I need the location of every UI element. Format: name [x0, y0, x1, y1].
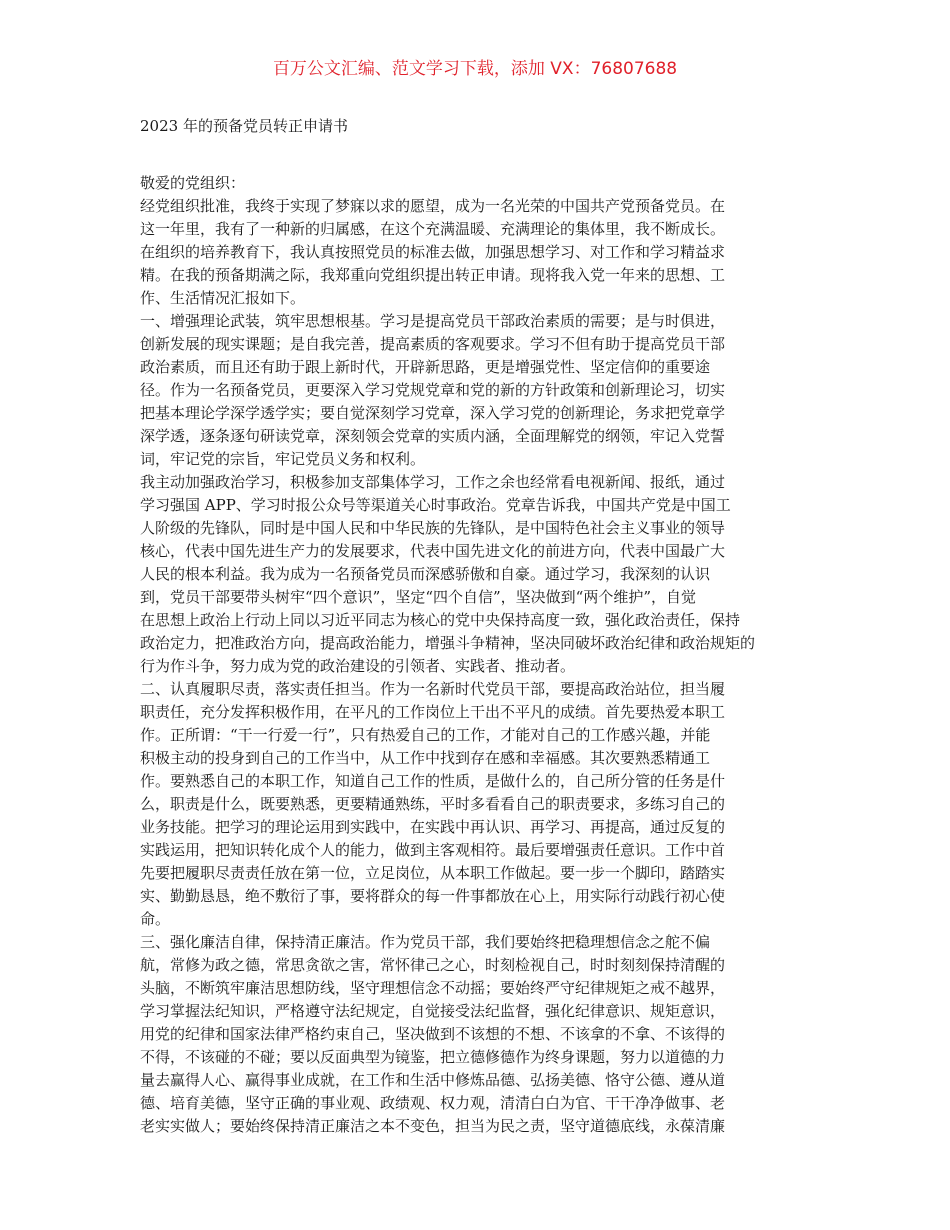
body-line: 一、增强理论武装，筑牢思想根基。学习是提高党员干部政治素质的需要；是与时俱进，: [140, 312, 726, 330]
body-line: 把基本理论学深学透学实；要自觉深刻学习党章，深入学习党的创新理论，务求把党章学: [140, 404, 726, 422]
body-line: 精。在我的预备期满之际，我郑重向党组织提出转正申请。现将我入党一年来的思想、工: [140, 266, 726, 284]
body-line: 径。作为一名预备党员，更要深入学习党规党章和党的新的方针政策和创新理论习，切实: [140, 381, 726, 399]
body-line: 词，牢记党的宗旨，牢记党员义务和权利。: [140, 450, 426, 468]
body-line: 职责任，充分发挥积极作用，在平凡的工作岗位上干出不平凡的成绩。首先要热爱本职工: [140, 703, 726, 721]
body-line: 用党的纪律和国家法律严格约束自己，坚决做到不该想的不想、不该拿的不拿、不该得的: [140, 1025, 726, 1043]
body-line: 三、强化廉洁自律，保持清正廉洁。作为党员干部，我们要始终把稳理想信念之舵不偏: [140, 933, 711, 951]
body-line: 核心，代表中国先进生产力的发展要求，代表中国先进文化的前进方向，代表中国最广大: [140, 542, 726, 560]
body-line: 命。: [140, 910, 171, 928]
body-line: 到，党员干部要带头树牢“四个意识”，坚定“四个自信”，坚决做到“两个维护”，自觉: [140, 588, 697, 606]
body-line: 量去赢得人心、赢得事业成就，在工作和生活中修炼品德、弘扬美德、恪守公德、遵从道: [140, 1071, 726, 1089]
body-line: 经党组织批准，我终于实现了梦寐以求的愿望，成为一名光荣的中国共产党预备党员。在: [140, 197, 726, 215]
body-line: 德、培育美德，坚守正确的事业观、政绩观、权力观，清清白白为官、干干净净做事、老: [140, 1094, 726, 1112]
document-title: 2023 年的预备党员转正申请书: [140, 117, 348, 135]
body-line: 作、生活情况汇报如下。: [140, 289, 306, 307]
body-line: 实、勤勤恳恳，绝不敷衍了事，要将群众的每一件事都放在心上，用实际行动践行初心使: [140, 887, 726, 905]
body-line: 在组织的培养教育下，我认真按照党员的标准去做，加强思想学习、对工作和学习精益求: [140, 243, 726, 261]
body-line: 业务技能。把学习的理论运用到实践中，在实践中再认识、再学习、再提高，通过反复的: [140, 818, 726, 836]
body-line: 这一年里，我有了一种新的归属感，在这个充满温暖、充满理论的集体里，我不断成长。: [140, 220, 726, 238]
body-line: 学习掌握法纪知识，严格遵守法纪规定，自觉接受法纪监督，强化纪律意识、规矩意识，: [140, 1002, 726, 1020]
body-line: 作。正所谓：“干一行爱一行”，只有热爱自己的工作，才能对自己的工作感兴趣，并能: [140, 726, 711, 744]
body-line: 人阶级的先锋队，同时是中国人民和中华民族的先锋队，是中国特色社会主义事业的领导: [140, 519, 726, 537]
body-line: 么，职责是什么，既要熟悉，更要精通熟练，平时多看看自己的职责要求，多练习自己的: [140, 795, 726, 813]
body-line: 积极主动的投身到自己的工作当中，从工作中找到存在感和幸福感。其次要熟悉精通工: [140, 749, 711, 767]
body-line: 实践运用，把知识转化成个人的能力，做到主客观相符。最后要增强责任意识。工作中首: [140, 841, 726, 859]
body-line: 老实实做人；要始终保持清正廉洁之本不变色，担当为民之责，坚守道德底线，永葆清廉: [140, 1117, 726, 1135]
body-line: 行为作斗争，努力成为党的政治建设的引领者、实践者、推动者。: [140, 657, 576, 675]
body-line: 在思想上政治上行动上同以习近平同志为核心的党中央保持高度一致，强化政治责任，保持: [140, 611, 741, 629]
body-line: 二、认真履职尽责，落实责任担当。作为一名新时代党员干部，要提高政治站位，担当履: [140, 680, 726, 698]
body-line: 人民的根本利益。我为成为一名预备党员而深感骄傲和自豪。通过学习，我深刻的认识: [140, 565, 711, 583]
body-line: 敬爱的党组织：: [140, 174, 246, 192]
body-line: 头脑，不断筑牢廉洁思想防线，坚守理想信念不动摇；要始终严守纪律规矩之戒不越界，: [140, 979, 726, 997]
body-line: 创新发展的现实课题；是自我完善，提高素质的客观要求。学习不但有助于提高党员干部: [140, 335, 726, 353]
body-line: 航，常修为政之德，常思贪欲之害，常怀律己之心，时刻检视自己，时时刻刻保持清醒的: [140, 956, 726, 974]
body-line: 作。要熟悉自己的本职工作，知道自己工作的性质，是做什么的，自己所分管的任务是什: [140, 772, 726, 790]
body-line: 不得，不该碰的不碰；要以反面典型为镜鉴，把立德修德作为终身课题，努力以道德的力: [140, 1048, 726, 1066]
document-body: [140, 172, 808, 1138]
body-line: 学习强国 APP、学习时报公众号等渠道关心时事政治。党章告诉我，中国共产党是中国工: [140, 496, 731, 514]
promo-banner: 百万公文汇编、范文学习下载，添加 VX：76807688: [272, 59, 678, 79]
body-line: 先要把履职尽责责任放在第一位，立足岗位，从本职工作做起。要一步一个脚印，踏踏实: [140, 864, 726, 882]
body-line: 我主动加强政治学习，积极参加支部集体学习，工作之余也经常看电视新闻、报纸，通过: [140, 473, 726, 491]
body-line: 政治定力，把准政治方向，提高政治能力，增强斗争精神，坚决同破坏政治纪律和政治规矩的: [140, 634, 756, 652]
body-line: 深学透，逐条逐句研读党章，深刻领会党章的实质内涵，全面理解党的纲领，牢记入党誓: [140, 427, 726, 445]
body-line: 政治素质，而且还有助于跟上新时代，开辟新思路，更是增强党性、坚定信仰的重要途: [140, 358, 711, 376]
